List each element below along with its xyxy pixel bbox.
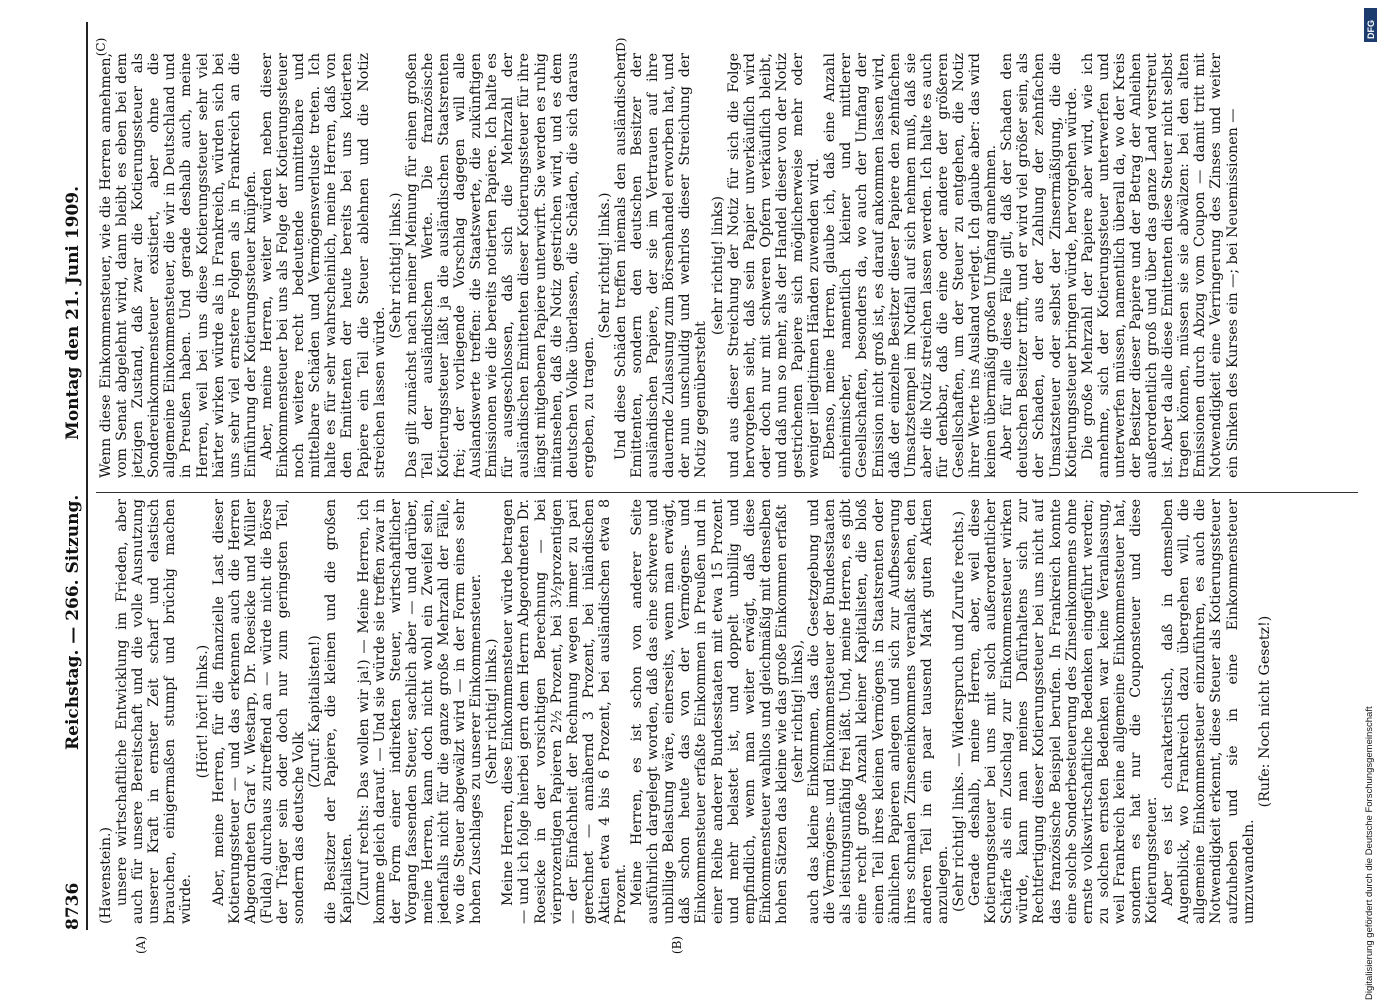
left-running-title: Reichstag. — 266. Sitzung. [63,494,83,750]
right-column-paragraph: (Sehr richtig! links.) [387,192,404,339]
left-column-paragraph: (Hört! hört! links.) [194,644,211,779]
right-column-paragraph: Aber, meine Herren, weiter würden neben dieser Einkommensteuer bei uns als Folge der Kotierungssteuer noch weitere recht bedeutende unmittelbare und mittelbare Schäden und Vermögensverluste treten. Ich halte es für sehr wahrscheinlich, meine Herren, daß von den Emittenten der heute bereits bei uns kotierten Papiere ein Teil die Steuer ablehnen und die Notiz streichen lassen würde. [258,53,388,478]
footer-credit-strip [1358,10,1380,1000]
right-column-paragraph: Aber für alle diese Fälle gilt, daß der Schaden den deutschen Besitzer trifft, und er wird viel größer sein, als der Schaden, der aus der Zahlung der zehnfachen Umsatzsteuer oder selbst der Zinsermäßigung, die die Kotierungssteuer bringen würde, hervorgehen würde. [999,53,1080,478]
digitization-credit: Digitalisierung gefördert durch die Deutsche Forschungsgemeinschaft [1364,706,1375,1000]
left-column-paragraph: Aber es ist charakteristisch, daß in demselben Augenblick, wo Frankreich dazu übergehen will, die allgemeine Einkommensteuer einzuführen, es auch die Notwendigkeit erkennt, diese Steuer als Kotierungssteuer aufzuheben und sie in eine Einkommensteuer umzuwandeln. [1160,499,1257,924]
left-column-paragraph: unsere wirtschaftliche Entwicklung im Frieden, aber auch für unsere Bereitschaft und die volle Ausnutzung unserer Kraft in ernster Zeit scharf und elastisch brauchen, einigermaßen stumpf und brüchig machen würde. [114,499,195,924]
right-column-paragraph: Und diese Schäden treffen niemals den ausländischen Emittenten, sondern den deutschen Besitzer der ausländischen Papiere, der sie im Vertrauen auf ihre dauernde Zulassung zum Börsenhandel erworben hat, und der nun unschuldig und wehrlos dieser Streichung der Notiz gegenübersteht [613,53,710,478]
margin-marker-a: (A) [134,935,148,955]
right-column-paragraph: (sehr richtig! links) [709,195,726,336]
left-column-paragraph: (Zuruf: Kapitalisten!) [307,635,324,788]
left-column-paragraph: die Besitzer der Papiere, die kleinen und die großen Kapitalisten. [323,499,356,924]
left-column-paragraph: (Rufe: Noch nicht Gesetz!) [1256,615,1273,808]
right-column-paragraph: Die große Mehrzahl der Papiere aber wird, wie ich annehme, sich der Kotierungssteuer unterwerfen und unterwerfen müssen, namentlich überall da, wo der Kreis der Besitzer dieser Papiere und der Betrag der Anleihen außerordentlich groß und über das ganze Land verstreut ist. Aber da alle diese Emittenten diese Steuer nicht selbst tragen können, müssen sie sie abwälzen: bei den alten Emissionen durch Abzug vom Coupon — damit tritt mit Notwendigkeit eine Verringerung des Zinses und weiter ein Sinken des Kurses ein —; bei Neuemissionen — [1079,53,1241,478]
left-column-paragraph: auch das kleine Einkommen, das die Gesetzgebung und die Vermögens- und Einkommensteuer der Bundesstaaten als leistungsunfähig frei läßt. Und, meine Herren, es gibt eine recht große Anzahl kleiner Kapitalisten, die bloß einen Teil ihres kleinen Vermögens in Staatsrenten oder ähnlichen Papieren anlegen und sich zur Aufbesserung ihres schmalen Zinseneinkommens veranlaßt sehen, den anderen Teil in ein paar tausend Mark guten Aktien anzulegen. [806,499,951,924]
dfg-logo-text: DFG [1366,20,1376,39]
left-column-paragraph: (Sehr richtig! links. — Widerspruch und Zurufe rechts.) [950,510,967,913]
right-text-column [98,53,1348,478]
left-column-paragraph: (Sehr richtig! links.) [484,638,501,785]
right-column-paragraph: Wenn diese Einkommensteuer, wie die Herren annehmen, vom Senat abgelehnt wird, dann bleibt es eben bei dem jetzigen Zustand, daß zwar die Kotierungssteuer als Sondereinkommensteuer existiert, aber ohne die allgemeine Einkommensteuer, die wir in Deutschland und in Preußen haben. Und gerade deshalb auch, meine Herren, weil bei uns diese Kotierungssteuer sehr viel härter wirken würde als in Frankreich, würden sich bei uns sehr viel ernstere Folgen als in Frankreich an die Einführung der Kotierungssteuer knüpfen. [98,53,259,478]
margin-marker-c: (C) [94,37,108,57]
margin-marker-b: (B) [670,935,684,955]
right-column-paragraph: (Sehr richtig! links.) [596,192,613,339]
column-divider [96,492,1358,493]
left-column-paragraph: Meine Herren, diese Einkommensteuer würde betragen — und ich folge hierbei gern dem Herrn Abgeordneten Dr. Roesicke in der vorsichtigen Berechnung — bei vierprozentigen Papieren 2½ Prozent, bei 3½prozentigen — der Einfachheit der Rechnung wegen immer zu pari gerechnet — annähernd 3 Prozent, bei inländischen Aktien etwa 4 bis 6 Prozent, bei ausländischen etwa 8 Prozent. [500,499,629,924]
right-running-title: Montag den 21. Juni 1909. [63,185,83,440]
left-column-paragraph: (Havenstein.) [98,826,114,924]
left-column-paragraph: (sehr richtig! links), [790,639,807,784]
left-column-paragraph: (Zuruf rechts: Das wollen wir ja!) — Meine Herren, ich komme gleich darauf. — Und sie würde sie treffen zwar in der Form einer indirekten Steuer, wirtschaftlicher Vorgang fassenden Steuer, sachlich aber — und darüber, meine Herren, kann doch nicht wohl ein Zweifel sein, jedenfalls nicht für die ganze große Mehrzahl der Fälle, wo die Steuer abgewälzt wird — in der Form eines sehr hohen Zuschlages zu unserer Einkommensteuer. [355,499,485,924]
left-text-column [98,499,1348,924]
header-rule [86,22,88,930]
left-column-paragraph: Gerade deshalb, meine Herren, aber, weil diese Kotierungssteuer bei uns mit solch außerordentlicher Schärfe als ein Zuschlag zur Einkommensteuer wirken würde, kann man meines Dafürhaltens sich zur Rechtfertigung dieser Kotierungssteuer bei uns nicht auf das französische Beispiel berufen. In Frankreich konnte eine solche Sonderbesteuerung des Zinseinkommens ohne ernste volkswirtschaftliche Bedenken eingeführt werden; zu solchen ernsten Bedenken war keine Veranlassung, weil Frankreich keine allgemeine Einkommensteuer hat, sondern es hat nur die Couponsteuer und diese Kotierungssteuer. [967,499,1161,924]
left-column-paragraph: Meine Herren, es ist schon von anderer Seite ausführlich dargelegt worden, daß das eine schwere und unbillige Belastung wäre, einerseits, wenn man erwägt, daß schon heute das von der Vermögens- und Einkommensteuer erfaßte Einkommen in Preußen und in einer Reihe anderer Bundesstaaten mit etwa 15 Prozent und mehr belastet ist, und doppelt unbillig und empfindlich, wenn man weiter erwägt, daß diese Einkommensteuer wahllos und gleichmäßig mit denselben hohen Sätzen das kleine wie das große Einkommen erfaßt [629,499,790,924]
left-column-paragraph: Aber, meine Herren, für die finanzielle Last dieser Kotierungssteuer — und das erkennen auch die Herren Abgeordneten Graf v. Westarp, Dr. Roesicke und Müller (Fulda) durchaus zutreffend an — würde nicht die Börse der Träger sein oder doch nur zum geringsten Teil, sondern das deutsche Volk [210,499,308,924]
page-number: 8736 [63,882,83,930]
margin-marker-d: (D) [614,37,628,57]
right-column-paragraph: und aus dieser Streichung der Notiz für sich die Folge hervorgehen sieht, daß sein Papier unverkäuflich wird oder doch nur mit schweren Opfern verkäuflich bleibt, und daß nun so mehr, als der Handel dieser von der Notiz gestrichenen Papiere sich möglicherweise mehr oder weniger illegitimen Händen zuwenden wird. [725,53,823,478]
right-column-paragraph: Das gilt zunächst nach meiner Meinung für einen großen Teil der ausländischen Werte. Die französische Kotierungssteuer läßt ja die ausländischen Staatsrenten frei; der vorliegende Vorschlag dagegen will alle Auslandswerte treffen: die Staatswerte, die zukünftigen Emissionen wie die bereits notierten Papiere. Ich halte es für ausgeschlossen, daß sich die Mehrzahl der ausländischen Emittenten dieser Kotierungssteuer für ihre längst mitgebenen Papiere unterwirft. Sie werden es ruhig mitansehen, daß die Notiz gestrichen wird, und es dem deutschen Volke überlassen, die Schäden, die sich daraus ergeben, zu tragen. [403,53,597,478]
right-column-paragraph: Ebenso, meine Herren, glaube ich, daß eine Anzahl einheimischer, namentlich kleiner und mittlerer Gesellschaften, besonders da, wo auch der Umfang der Emission nicht groß ist, es darauf ankommen lassen wird, daß der einzelne Besitzer dieser Papiere den zehnfachen Umsatzstempel im Notfall auf sich nehmen muß, daß sie aber die Notiz streichen lassen werden. Ich halte es auch für denkbar, daß die eine oder andere der größeren Gesellschaften, um der Steuer zu entgehen, die Notiz ihrer Werte ins Ausland verlegt. Ich glaube aber: das wird keinen übermäßig großen Umfang annehmen. [822,53,1000,478]
